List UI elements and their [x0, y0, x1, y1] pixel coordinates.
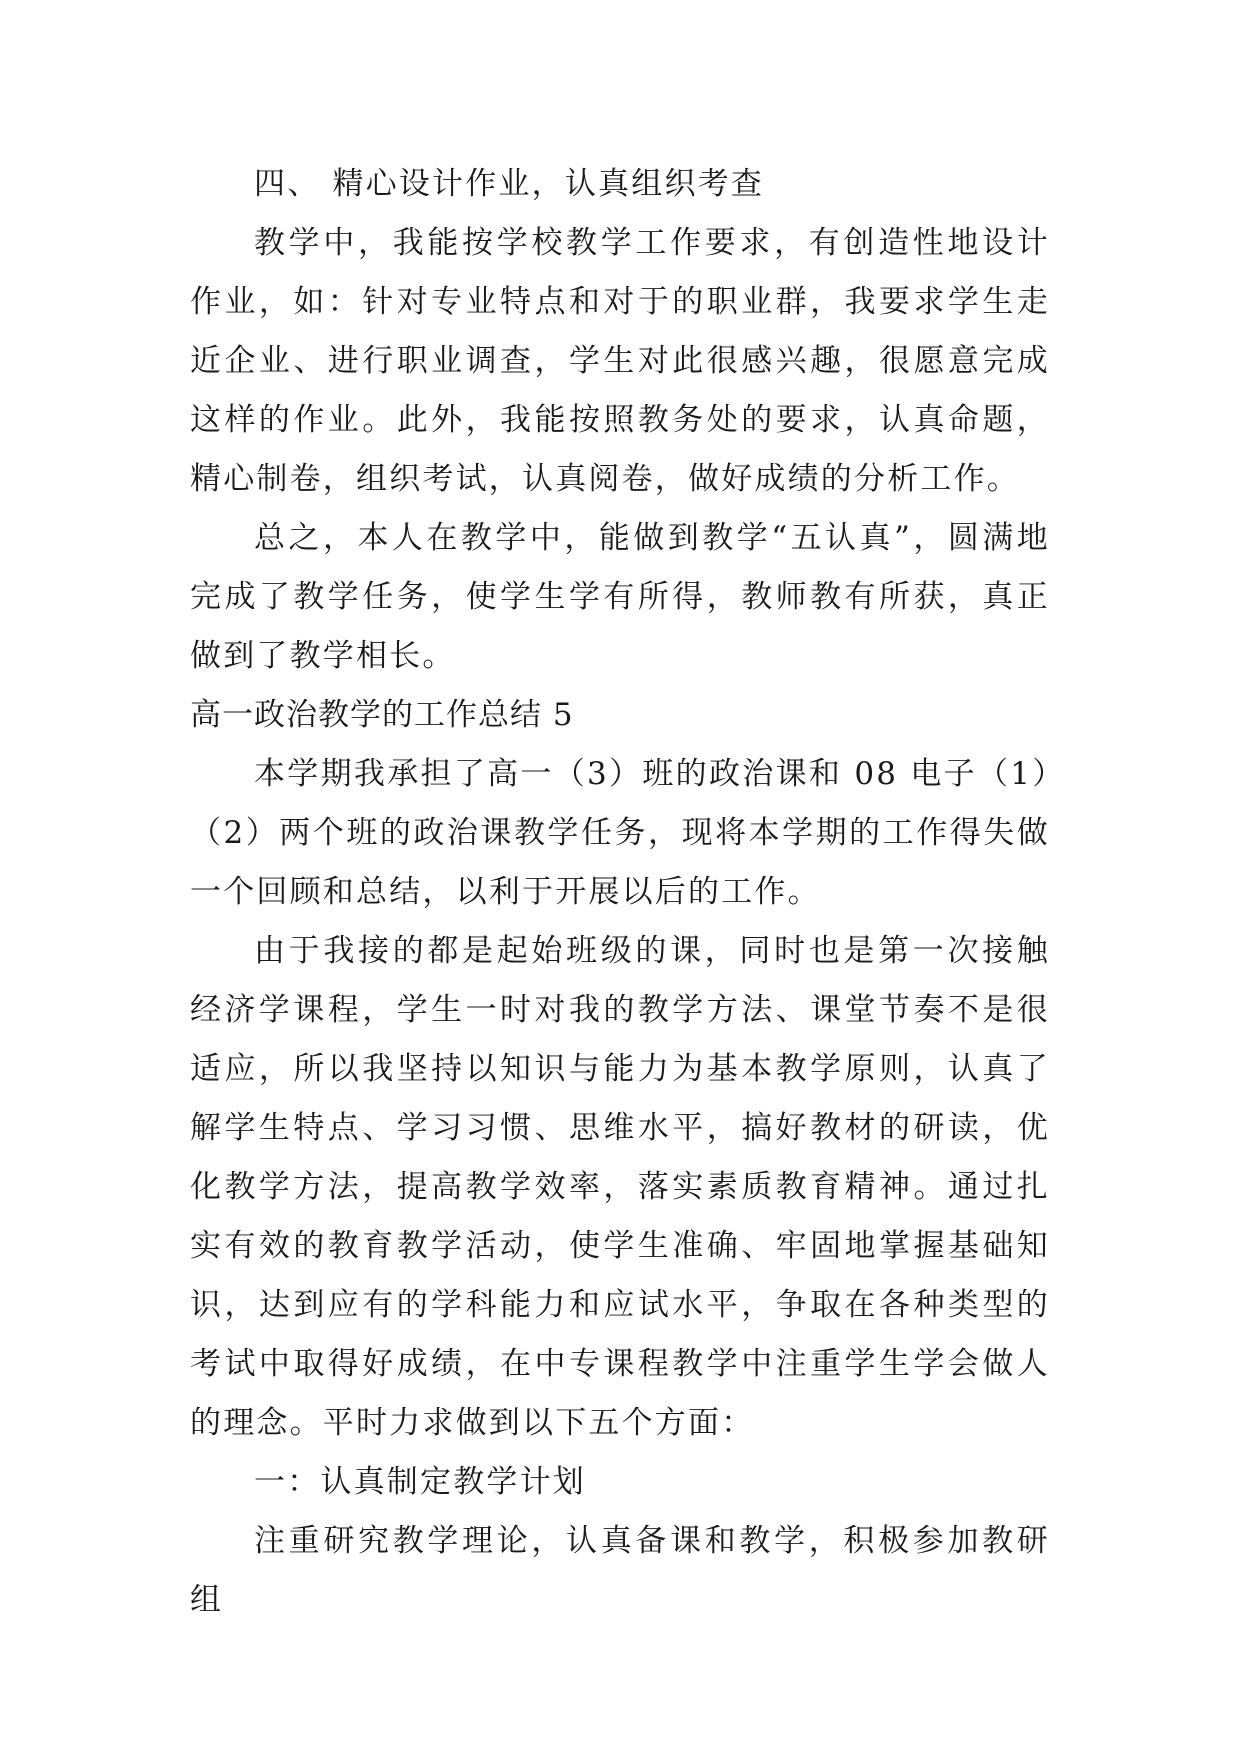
paragraph-intro: 本学期我承担了高一（3）班的政治课和 08 电子（1）（2）两个班的政治课教学任务，现将本学期的工作得失做一个回顾和总结，以利于开展以后的工作。: [190, 756, 1050, 910]
article-title: 高一政治教学的工作总结 5: [190, 697, 574, 733]
document-body: [190, 155, 1050, 1630]
paragraph-body: 由于我接的都是起始班级的课，同时也是第一次接触经济学课程，学生一时对我的教学方法、课堂节奏不是很适应，所以我坚持以知识与能力为基本教学原则，认真了解学生特点、学习习惯、思维水平，搞好教材的研读，优化教学方法，提高教学效率，落实素质教育精神。通过扎实有效的教育教学活动，使学生准确、牢固地掌握基础知识，达到应有的学科能力和应试水平，争取在各种类型的考试中取得好成绩，在中专课程教学中注重学生学会做人的理念。平时力求做到以下五个方面：: [190, 933, 1050, 1441]
paragraph-summary: 总之，本人在教学中，能做到教学“五认真”，圆满地完成了教学任务，使学生学有所得，教师教有所获，真正做到了教学相长。: [190, 520, 1050, 674]
paragraph-homework: 教学中，我能按学校教学工作要求，有创造性地设计作业，如：针对专业特点和对于的职业群，我要求学生走近企业、进行职业调查，学生对此很感兴趣，很愿意完成这样的作业。此外，我能按照教务处的要求，认真命题，精心制卷，组织考试，认真阅卷，做好成绩的分析工作。: [190, 225, 1050, 497]
section-heading-1: 一：认真制定教学计划: [254, 1464, 586, 1500]
paragraph-teaching-plan: 注重研究教学理论，认真备课和教学，积极参加教研组: [190, 1523, 1050, 1618]
section-heading-4: 四、 精心设计作业，认真组织考查: [254, 166, 765, 202]
